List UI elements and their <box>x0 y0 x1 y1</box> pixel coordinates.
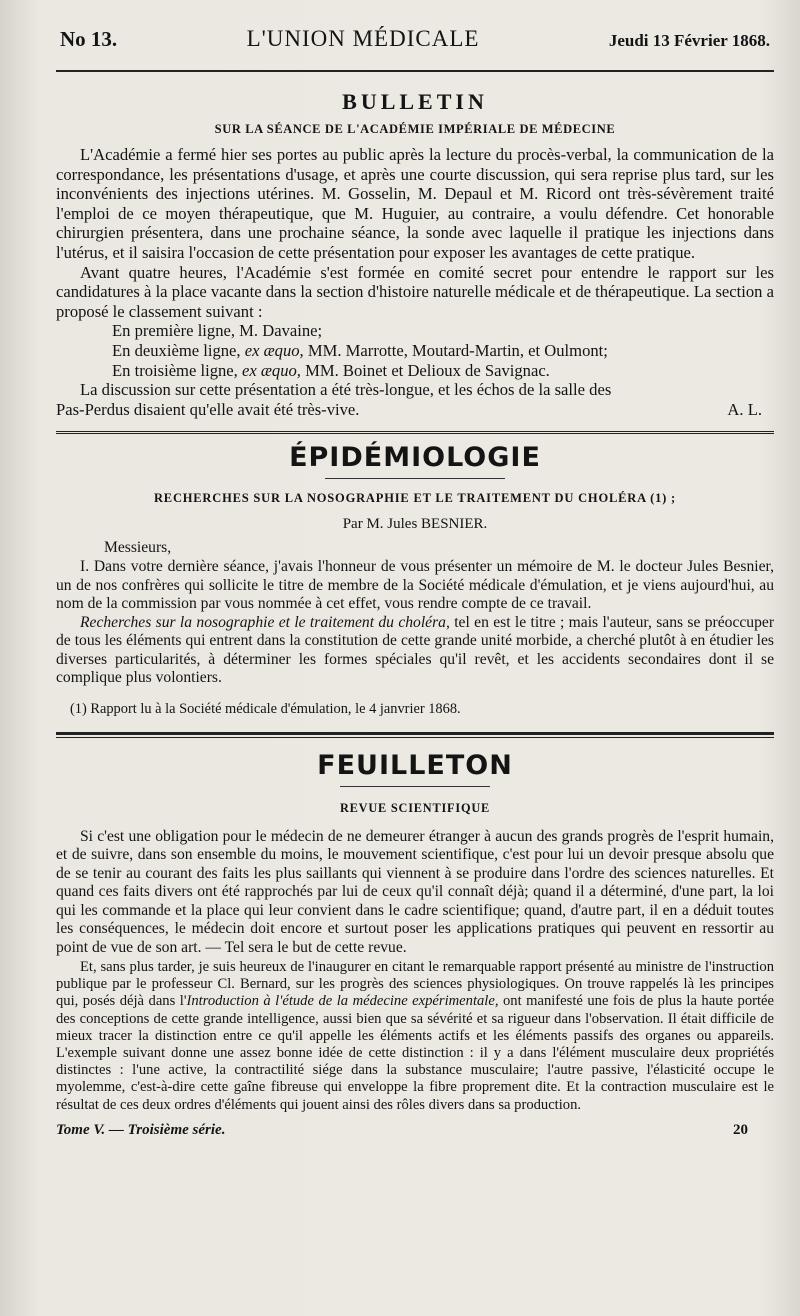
epidemiologie-paragraph-2: Recherches sur la nosographie et le traitement du choléra, tel en est le titre ; mais l'auteur, sans se préoccuper de tous les éléments qui entrent dans la constitution de cette grande unité morbide, a cherché plutôt à en étudier les diverses particularités, à déterminer les formes spéciales qu'il revêt, et les accidents secondaires dont il se complique plus volontiers. <box>56 613 775 687</box>
journal-title: L'UNION MÉDICALE <box>246 26 480 51</box>
bulletin-subtitle: SUR LA SÉANCE DE L'ACADÉMIE IMPÉRIALE DE MÉDECINE <box>214 122 616 136</box>
feuilleton-underline <box>340 786 490 787</box>
ranking-line-2: En deuxième ligne, ex æquo, MM. Marrotte, Moutard-Martin, et Oulmont; <box>112 340 608 360</box>
epidemiologie-section <box>56 444 774 718</box>
issue-number: No 13. <box>60 27 118 51</box>
epidemiologie-paragraph-1: I. Dans votre dernière séance, j'avais l'honneur de vous présenter un mémoire de M. le docteur Jules Besnier, un de nos confrères qui sollicite le titre de membre de la Société médicale d'émulation, et je viens aujourd'hui, au nom de la commission par vous nommée à cet effet, vous rendre compte de ce travail. <box>56 557 774 613</box>
page-footer <box>56 1122 774 1139</box>
feuilleton-paragraph-1: Si c'est une obligation pour le médecin de ne demeurer étranger à aucun des grands progrès de l'esprit humain, et de suivre, dans son ensemble du moins, le mouvement scientifique, c'est pour lui un devoir presque absolu que de se tenir au courant des faits les plus saillants qui viennent à se produire dans l'ordre des sciences naturelles. Et quand ces faits divers ont été rapprochés par lui de ceux qu'il connaît déjà; quand il a déterminé, d'une part, la loi qui les commande et la place qui leur convient dans le cadre scientifique; quand, d'autre part, il en a déduit toutes les conséquences, le médecin doit encore et surtout poser les applications pratiques qui peuvent en ressortir au point de vue de son art. — Tel sera le but de cette revue. <box>56 828 774 956</box>
page-number: 20 <box>733 1121 748 1138</box>
footnote: (1) Rapport lu à la Société médicale d'émulation, le 4 janvrier 1868. <box>70 701 461 718</box>
issue-date: Jeudi 13 Février 1868. <box>608 31 770 50</box>
salutation: Messieurs, <box>104 539 172 557</box>
feuilleton-section <box>56 752 774 1114</box>
bulletin-section <box>56 90 774 419</box>
bulletin-paragraph-3: La discussion sur cette présentation a été très-longue, et les échos de la salle des <box>80 380 612 400</box>
title-underline <box>325 478 505 479</box>
epidemiologie-subtitle: RECHERCHES SUR LA NOSOGRAPHIE ET LE TRAITEMENT DU CHOLÉRA (1) ; <box>153 491 677 506</box>
bulletin-paragraph-1: L'Académie a fermé hier ses portes au public après la lecture du procès-verbal, la communication de la correspondance, les présentations d'usage, et après une courte discussion, qui sera reprise plus tard, sur les inconvénients des injections utérines. M. Gosselin, M. Depaul et M. Ricord ont très-sévèrement traité l'emploi de ce moyen thérapeutique, que M. Huguier, au contraire, a voulu défendre. Cet honorable chirurgien présentera, dans une prochaine séance, la sonde avec laquelle il pratique les injections dans l'utérus, et il saisira l'occasion de cette présentation pour exposer les avantages de cette pratique. <box>56 145 774 262</box>
feuilleton-divider <box>56 732 774 738</box>
feuilleton-title: FEUILLETON <box>317 750 513 782</box>
epidemiologie-author: Par M. Jules BESNIER. <box>342 516 488 533</box>
section-divider <box>56 431 774 434</box>
ranking-line-3: En troisième ligne, ex æquo, MM. Boinet et Delioux de Savignac. <box>112 360 550 380</box>
bulletin-closing-line <box>56 400 774 420</box>
bulletin-paragraph-2: Avant quatre heures, l'Académie s'est formée en comité secret pour entendre le rapport sur les candidatures à la place vacante dans la section d'histoire naturelle médicale et de thérapeutique. La section a proposé le classement suivant : <box>56 262 774 321</box>
bulletin-paragraph-3-end: Pas-Perdus disaient qu'elle avait été très-vive. <box>56 399 360 419</box>
feuilleton-subtitle: REVUE SCIENTIFIQUE <box>339 801 491 816</box>
volume-series: Tome V. — Troisième série. <box>56 1121 226 1138</box>
running-head <box>56 26 774 62</box>
epidemiologie-title: ÉPIDÉMIOLOGIE <box>289 442 541 474</box>
feuilleton-paragraph-2: Et, sans plus tarder, je suis heureux de l'inaugurer en citant le remarquable rapport présenté au ministre de l'instruction publique par le professeur Cl. Bernard, sur les progrès des sciences physiologiques. On trouve rappelés là les principes qui, posés déjà dans l'Introduction à l'étude de la médecine expérimentale, ont manifesté une fois de plus la haute portée des conceptions de cette grande intelligence, aussi bien que sa sévérité et sa rigueur dans l'observation. Il était difficile de mieux tracer la distinction entre ce qu'il appelle les éléments actifs et les éléments passifs des organes ou appareils. L'exemple suivant donne une assez bonne idée de cette distinction : il y a dans l'élément musculaire deux propriétés distinctes : l'une active, la contractilité siége dans la substance musculaire; l'autre passive, l'élasticité occupe le myolemme, c'est-à-dire cette gaîne fibreuse qui enveloppe la fibre proprement dite. Et la contraction musculaire est le résultat de ces deux ordres d'éléments qui jouent ainsi des rôles divers dans sa production. <box>56 958 774 1113</box>
bulletin-signature: A. L. <box>727 399 762 419</box>
header-rule <box>56 70 774 72</box>
ranking-line-1: En première ligne, M. Davaine; <box>112 321 323 341</box>
bulletin-title: BULLETIN <box>342 89 488 114</box>
